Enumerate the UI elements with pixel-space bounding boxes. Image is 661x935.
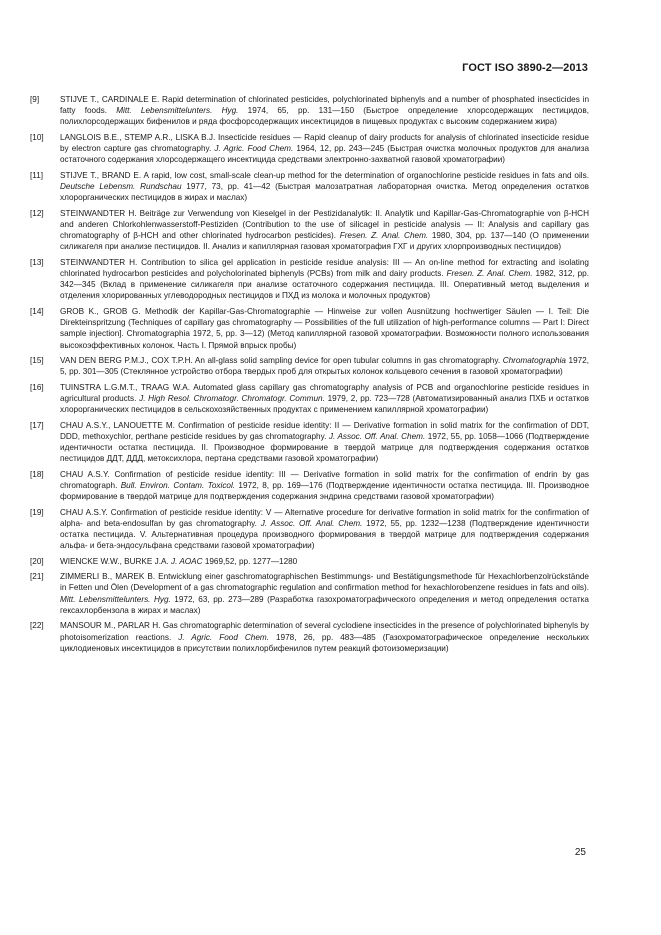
reference-source-title: Fresen. Z. Anal. Chem. <box>339 231 429 241</box>
reference-source-title: J. High Resol. Chromatogr. Chromatogr. Commun. <box>139 393 325 403</box>
reference-text-segment: VAN DEN BERG P.M.J., COX T.P.H. An all-glass solid sampling device for open tubular columns in gas chromatography. <box>60 356 503 366</box>
reference-text-segment: CHAU A.S.Y. Confirmation of pesticide residue identity: III — Derivative formation in solid matrix for the confirmation of endrin by gas chromatograph. <box>60 469 589 490</box>
reference-text <box>60 208 589 253</box>
reference-number: [19] <box>30 507 44 517</box>
reference-number: [12] <box>30 208 44 218</box>
reference-text-segment: 1964, 12, pp. 243—245 (Быстрая очистка молочных продуктов для анализа остаточного содержания хлорсодержащего инсектицида средствами электронно-захватной газовой хроматографии) <box>60 144 589 165</box>
reference-text <box>60 257 589 302</box>
reference-text <box>60 170 589 204</box>
reference-number: [16] <box>30 382 44 392</box>
reference-text-segment: 1972, 63, pp. 273—289 (Разработка газохроматографического определения и метод определения остатка гексахлорбензола в жирах и маслах) <box>60 594 589 615</box>
reference-text-segment: STIJVE T., BRAND E. A rapid, low cost, small-scale clean-up method for the determination of organochlorine pesticide residues in fats and oils. <box>60 170 589 180</box>
reference-text-segment: 1977, 73, pp. 41—42 (Быстрая малозатратная лабораторная очистка. Метод определения остатков хлорорганических пестицидов в жирах и маслах) <box>60 182 589 203</box>
reference-text-segment: 1969,52, pp. 1277—1280 <box>202 556 298 566</box>
reference-number: [11] <box>30 170 44 180</box>
reference-source-title: J. Agric. Food Chem. <box>214 144 294 154</box>
reference-item <box>30 257 589 302</box>
reference-item <box>30 208 589 253</box>
reference-item <box>30 382 589 416</box>
reference-source-title: Mitt. Lebensmittelunters. Hyg. <box>116 106 239 116</box>
reference-item <box>30 132 589 166</box>
document-header: ГОСТ ISO 3890-2—2013 <box>462 62 588 74</box>
reference-text-segment: 1972, 55, pp. 1232—1238 (Подтверждение идентичности остатка пестицида. V. Альтернативная процедура производного формирования в твердой матрице для подтверждения содержания альфа- и бета-эндосульфана средствами газовой хроматографии) <box>60 518 589 551</box>
reference-text <box>60 132 589 166</box>
reference-text-segment: LANGLOIS B.E., STEMP A.R., LISKA B.J. Insecticide residues — Rapid cleanup of dairy products for analysis of chlorinated insecticide residue by electron capture gas chromatography. <box>60 132 589 154</box>
reference-source-title: Bull. Environ. Contam. Toxicol. <box>120 480 236 490</box>
reference-text-segment: GROB K., GROB G. Methodik der Kapillar-Gas-Chromatographie — Hinweise zur vollen Ausnützung hochwertiger Säulen — I. Teil: Die Direkteinspritzung (Techniques of capillary gas chromatography — Possibilities of the full utilization of high-performance columns — Part I: Direct sample injection]. Chromatographia 1972, 5, pp. 3—12) (Метод капиллярной газовой хроматографии. Возможности полного использования высокоэффективных колонок. Часть I. Прямой впрыск пробы) <box>60 306 589 350</box>
reference-list <box>30 94 589 658</box>
reference-source-title: Fresen. Z. Anal. Chem. <box>446 269 533 279</box>
reference-item <box>30 507 589 552</box>
reference-text <box>60 382 589 416</box>
reference-text-segment: 1980, 304, pp. 137—140 (О применении силикагеля при анализе пестицидов. II. Анализ и капиллярная газовая хроматография ГХГ и других хлорпроизводных пестицидов) <box>60 231 589 252</box>
reference-text <box>60 571 589 616</box>
reference-item <box>30 94 589 128</box>
reference-text-segment: 1972, 8, pp. 169—176 (Подтверждение идентичности остатка пестицида. III. Производное формирование в твердой матрице для подтверждения содержания эндрина средствами газовой хроматографии) <box>60 480 589 502</box>
reference-text-segment: ZIMMERLI B., MAREK B. Entwicklung einer gaschromatographischen Bestimmungs- und Bestätigungsmethode für Hexachlorbenzolrückstände in Fetten und Ölen (Development of a gas chromatographic regulation and confirmation method for hexachlorobenzene residues in fats and oils). <box>60 572 589 593</box>
reference-text <box>60 556 589 567</box>
reference-number: [9] <box>30 95 40 104</box>
reference-text <box>60 94 589 128</box>
reference-text <box>60 620 589 654</box>
reference-text-segment: 1974, 65, pp. 131—150 (Быстрое определение хлорсодержащих пестицидов, полихлорсодержащих бифенилов и ряда фосфорсодержащих инсектицидов в пищевых продуктах с высоким содержанием жира) <box>60 106 589 127</box>
reference-item <box>30 469 589 503</box>
reference-text-segment: CHAU A.S.Y. Confirmation of pesticide residue identity: V — Alternative procedure for derivative formation in solid matrix for the confirmation of alpha- and beta-endosulfan by gas chromatography. <box>60 507 589 528</box>
reference-text <box>60 420 589 465</box>
reference-text <box>60 507 589 552</box>
reference-text-segment: CHAU A.S.Y., LANOUETTE M. Confirmation of pesticide residue identity: II — Derivative formation in solid matrix for the confirmation of DDT, DDD, methoxychlor, perthane pesticide residues by gas chromatography. <box>60 420 589 441</box>
reference-source-title: Chromatographia <box>502 356 566 366</box>
reference-number: [17] <box>30 420 44 430</box>
reference-source-title: J. Agric. Food Chem. <box>178 632 269 642</box>
reference-text <box>60 355 589 377</box>
reference-source-title: Deutsche Lebensm. Rundschau <box>60 182 182 192</box>
reference-number: [21] <box>30 572 44 582</box>
page-number: 25 <box>574 847 586 858</box>
reference-text-segment: 1972, 5, pp. 301—305 (Стеклянное устройство отбора твердых проб для открытых колонок кольцевого сечения в газовой хроматографии) <box>60 356 590 377</box>
reference-number: [13] <box>30 257 44 267</box>
reference-item <box>30 306 589 351</box>
reference-text-segment: 1979, 2, pp. 723—728 (Автоматизированный анализ ПХБ и остатков хлорорганических пестицидов в сельскохозяйственных продуктах с применением капиллярной хроматографии) <box>60 393 589 415</box>
reference-item <box>30 170 589 204</box>
reference-item <box>30 420 589 465</box>
reference-text-segment: STIJVE T., CARDINALE E. Rapid determination of chlorinated pesticides, polychlorinated biphenyls and a number of phosphated insecticides in fatty foods. <box>60 95 589 116</box>
reference-text-segment: 1982, 312, pp. 342—345 (Вклад в применение силикагеля при анализе остаточного содержания пестицида. III. Оперативный метод выделения и отделения хлорированных углеводородных пестицидов и ПХД из молока и молочных продуктов) <box>60 269 589 301</box>
reference-text-segment: 1972, 55, pp. 1058—1066 (Подтверждение идентичности остатка пестицида. II. Производное формирование в твердой матрице для подтверждения содержания остатков пестицидов ДДТ, ДДД, метоксихлора, пертана средствами газовой хроматографии) <box>60 431 590 464</box>
reference-source-title: J. AOAC <box>171 556 203 566</box>
reference-item <box>30 620 589 654</box>
reference-source-title: J. Assoc. Off. Anal. Chem. <box>260 518 363 528</box>
reference-text-segment: TUINSTRA L.G.M.T., TRAAG W.A. Automated glass capillary gas chromatography analysis of PCB and organochlorine pesticide residues in agricultural products. <box>60 382 589 403</box>
reference-text-segment: STEINWANDTER H. Beiträge zur Verwendung von Kieselgel in der Pestizidanalytik: II. Analytik und Kapillar-Gas-Chromatographie von β-HCH and anderen Chlorkohlenwasserstoff-Pestiziden (Contribution to the use of silicagel in pesticide analysis — II: Analysis and capillary gas chromatography of β-HCH and other chlorinated hydrocarbon pesticides). <box>60 208 589 241</box>
reference-source-title: Mitt. Lebensmittelunters. Hyg. <box>60 594 171 604</box>
reference-number: [15] <box>30 356 44 366</box>
reference-number: [18] <box>30 469 44 479</box>
reference-text-segment: WIENCKE W.W., BURKE J.A. <box>60 556 171 566</box>
reference-text-segment: MANSOUR M., PARLAR H. Gas chromatographic determination of several cyclodiene insecticides in the presence of polychlorinated biphenyls by photoisomerization reactions. <box>60 621 589 642</box>
reference-text-segment: 1978, 26, pp. 483—485 (Газохроматографическое определение нескольких циклодиеновых инсектицидов в присутствии полихлорбифенилов путем реакций фотоизомеризации) <box>60 632 589 653</box>
reference-item <box>30 571 589 616</box>
reference-number: [22] <box>30 621 44 631</box>
reference-item <box>30 556 589 567</box>
reference-number: [14] <box>30 306 44 316</box>
reference-text-segment: STEINWANDTER H. Contribution to silica gel application in pesticide residue analysis: III — An on-line method for extracting and isolating chlorinated hydrocarbon pesticides and polycholorinated biphenyls (PCBs) from milk and dairy products. <box>60 257 589 279</box>
reference-number: [10] <box>30 132 44 142</box>
reference-number: [20] <box>30 556 44 566</box>
reference-text <box>60 306 589 351</box>
reference-item <box>30 355 589 377</box>
reference-source-title: J. Assoc. Off. Anal. Chem. <box>328 431 426 441</box>
reference-text <box>60 469 589 503</box>
